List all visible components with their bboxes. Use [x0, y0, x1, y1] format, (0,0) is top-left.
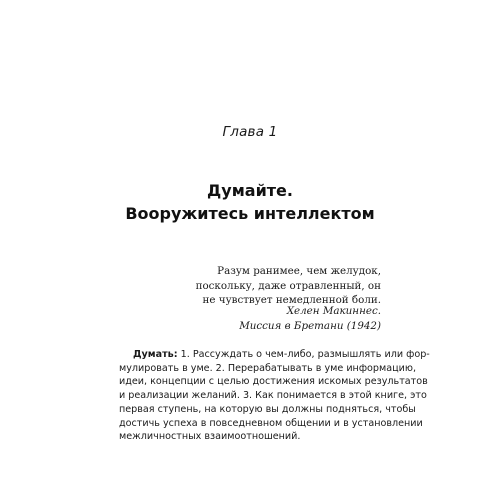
- definition-line-2: мулировать в уме. 2. Перерабатывать в уме информацию,: [119, 362, 416, 374]
- definition-line-7: межличностных взаимоотношений.: [119, 431, 301, 443]
- epigraph-author: Хелен Макиннес.: [286, 305, 381, 317]
- definition-term: Думать:: [133, 349, 178, 360]
- definition-line-4: и реализации желаний. 3. Как понимается в этой книге, это: [119, 390, 427, 402]
- epigraph-line-1: Разум ранимее, чем желудок,: [217, 265, 381, 277]
- definition-line-5: первая ступень, на которую вы должны подняться, чтобы: [119, 403, 416, 415]
- chapter-title-line-2: Вооружитесь интеллектом: [125, 204, 375, 223]
- definition-line-1-rest: 1. Рассуждать о чем-либо, размышлять или фор-: [177, 349, 430, 360]
- definition-line-6: достичь успеха в повседневном общении и в установлении: [119, 417, 423, 429]
- definition-line-3: идеи, концепции с целью достижения искомых результатов: [119, 376, 428, 388]
- chapter-label: Глава 1: [222, 124, 278, 140]
- chapter-title-line-1: Думайте.: [207, 181, 293, 200]
- definition-paragraph: [119, 348, 430, 444]
- epigraph-attribution: [181, 304, 381, 333]
- definition-line-1: [119, 348, 430, 362]
- epigraph-source: Миссия в Бретани (1942): [239, 319, 381, 332]
- epigraph-quote: [181, 264, 381, 308]
- epigraph-line-2: поскольку, даже отравленный, он: [195, 279, 381, 292]
- epigraph-line-3: не чувствует немедленной боли.: [202, 294, 381, 307]
- chapter-title: [0, 179, 500, 225]
